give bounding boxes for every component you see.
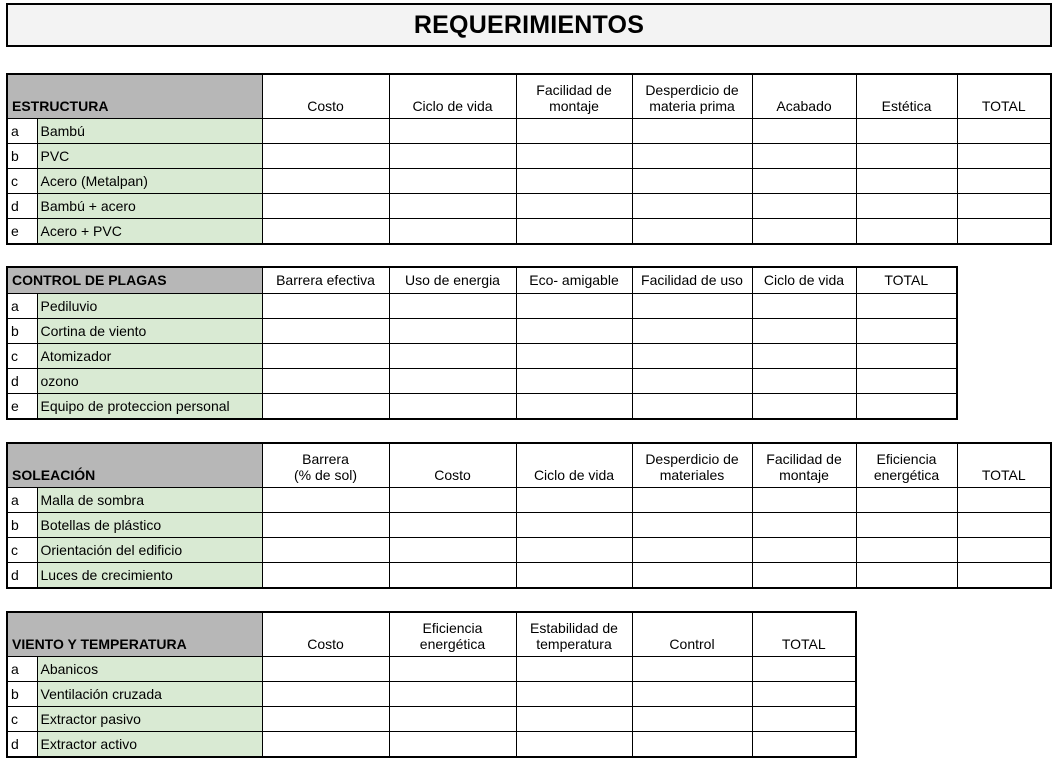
- score-cell[interactable]: [516, 393, 632, 419]
- criteria-header-line: Ciclo de vida: [763, 272, 845, 289]
- score-cell[interactable]: [957, 562, 1051, 588]
- score-cell[interactable]: [389, 343, 516, 368]
- score-cell[interactable]: [752, 193, 856, 218]
- criteria-header: [516, 443, 632, 487]
- criteria-header-line: Ciclo de vida: [412, 97, 493, 114]
- table-row: [7, 681, 856, 706]
- criteria-header-line: Facilidad de: [766, 450, 842, 467]
- score-cell[interactable]: [957, 512, 1051, 537]
- score-cell[interactable]: [516, 193, 632, 218]
- criteria-header: [957, 74, 1051, 118]
- criteria-header-line: Uso de energia: [405, 272, 500, 289]
- score-cell[interactable]: [632, 562, 752, 588]
- score-cell[interactable]: [957, 537, 1051, 562]
- row-letter: a: [7, 118, 37, 143]
- criteria-header-line: Control: [669, 635, 715, 652]
- option-label: Abanicos: [37, 656, 262, 681]
- score-cell[interactable]: [262, 168, 389, 193]
- score-cell[interactable]: [957, 143, 1051, 168]
- row-letter: a: [7, 656, 37, 681]
- score-cell[interactable]: [632, 293, 752, 318]
- score-cell[interactable]: [262, 343, 389, 368]
- criteria-header: [632, 267, 752, 293]
- option-label: Pediluvio: [37, 293, 262, 318]
- row-letter: b: [7, 318, 37, 343]
- row-letter: a: [7, 487, 37, 512]
- score-cell[interactable]: [262, 368, 389, 393]
- criteria-header: [632, 74, 752, 118]
- score-cell[interactable]: [856, 487, 957, 512]
- table-row: [7, 193, 1051, 218]
- score-cell[interactable]: [752, 487, 856, 512]
- criteria-header: [856, 443, 957, 487]
- criteria-header: [516, 612, 632, 656]
- score-cell[interactable]: [516, 487, 632, 512]
- row-letter: d: [7, 368, 37, 393]
- table-row: [7, 118, 1051, 143]
- score-cell[interactable]: [856, 368, 957, 393]
- criteria-header-line: Eficiencia: [422, 619, 483, 636]
- score-cell[interactable]: [632, 193, 752, 218]
- option-label: Equipo de proteccion personal: [37, 393, 262, 419]
- criteria-header: [262, 74, 389, 118]
- criteria-header-line: TOTAL: [781, 635, 826, 652]
- score-cell[interactable]: [516, 706, 632, 731]
- score-cell[interactable]: [632, 731, 752, 757]
- score-cell[interactable]: [957, 118, 1051, 143]
- row-letter: c: [7, 537, 37, 562]
- row-letter: d: [7, 731, 37, 757]
- score-cell[interactable]: [632, 393, 752, 419]
- score-cell[interactable]: [752, 731, 856, 757]
- row-letter: c: [7, 706, 37, 731]
- score-cell[interactable]: [389, 193, 516, 218]
- score-cell[interactable]: [632, 343, 752, 368]
- score-cell[interactable]: [262, 537, 389, 562]
- criteria-header-line: Acabado: [776, 97, 832, 114]
- score-cell[interactable]: [262, 293, 389, 318]
- score-cell[interactable]: [632, 218, 752, 244]
- criteria-header-line: (% de sol): [294, 466, 358, 483]
- criteria-header: [752, 443, 856, 487]
- option-label: PVC: [37, 143, 262, 168]
- score-cell[interactable]: [752, 143, 856, 168]
- score-cell[interactable]: [262, 193, 389, 218]
- criteria-table: [6, 442, 1052, 589]
- criteria-table: [6, 266, 958, 420]
- table-row: [7, 656, 856, 681]
- table-row: [7, 293, 957, 318]
- option-label: Botellas de plástico: [37, 512, 262, 537]
- criteria-header-line: TOTAL: [981, 97, 1026, 114]
- option-label: Extractor pasivo: [37, 706, 262, 731]
- criteria-header: [516, 74, 632, 118]
- row-letter: b: [7, 143, 37, 168]
- score-cell[interactable]: [389, 368, 516, 393]
- criteria-header: [262, 612, 389, 656]
- criteria-table: [6, 73, 1052, 245]
- criteria-header: [632, 443, 752, 487]
- option-label: Bambú + acero: [37, 193, 262, 218]
- option-label: Luces de crecimiento: [37, 562, 262, 588]
- score-cell[interactable]: [632, 318, 752, 343]
- score-cell[interactable]: [516, 318, 632, 343]
- criteria-header-line: Facilidad de: [536, 81, 612, 98]
- table-row: [7, 168, 1051, 193]
- criteria-header-line: Costo: [307, 97, 344, 114]
- criteria-header-line: Costo: [307, 635, 344, 652]
- option-label: ozono: [37, 368, 262, 393]
- score-cell[interactable]: [262, 218, 389, 244]
- criteria-header-line: Costo: [434, 466, 471, 483]
- score-cell[interactable]: [389, 512, 516, 537]
- score-cell[interactable]: [516, 343, 632, 368]
- score-cell[interactable]: [752, 218, 856, 244]
- score-cell[interactable]: [389, 537, 516, 562]
- score-cell[interactable]: [389, 681, 516, 706]
- score-cell[interactable]: [752, 368, 856, 393]
- score-cell[interactable]: [957, 193, 1051, 218]
- table-row: [7, 487, 1051, 512]
- criteria-header-line: materiales: [659, 466, 725, 483]
- score-cell[interactable]: [632, 537, 752, 562]
- score-cell[interactable]: [262, 512, 389, 537]
- score-cell[interactable]: [516, 143, 632, 168]
- criteria-header-line: Facilidad de uso: [641, 272, 743, 289]
- criteria-header: [389, 443, 516, 487]
- score-cell[interactable]: [752, 537, 856, 562]
- score-cell[interactable]: [856, 168, 957, 193]
- score-cell[interactable]: [262, 656, 389, 681]
- row-letter: e: [7, 393, 37, 419]
- score-cell[interactable]: [516, 537, 632, 562]
- category-header: CONTROL DE PLAGAS: [7, 267, 262, 293]
- criteria-header: [856, 267, 957, 293]
- criteria-header-line: Desperdicio de: [645, 81, 739, 98]
- option-label: Orientación del edificio: [37, 537, 262, 562]
- score-cell[interactable]: [516, 562, 632, 588]
- score-cell[interactable]: [856, 562, 957, 588]
- table-row: [7, 537, 1051, 562]
- row-letter: e: [7, 218, 37, 244]
- option-label: Acero (Metalpan): [37, 168, 262, 193]
- category-header: VIENTO Y TEMPERATURA: [7, 612, 262, 656]
- criteria-header-line: montaje: [549, 97, 599, 114]
- criteria-header-line: energética: [873, 466, 940, 483]
- option-label: Acero + PVC: [37, 218, 262, 244]
- table-row: [7, 218, 1051, 244]
- score-cell[interactable]: [752, 168, 856, 193]
- score-cell[interactable]: [752, 656, 856, 681]
- row-letter: b: [7, 681, 37, 706]
- option-label: Cortina de viento: [37, 318, 262, 343]
- score-cell[interactable]: [516, 218, 632, 244]
- table-row: [7, 393, 957, 419]
- score-cell[interactable]: [632, 368, 752, 393]
- criteria-header: [389, 612, 516, 656]
- score-cell[interactable]: [389, 293, 516, 318]
- score-cell[interactable]: [856, 343, 957, 368]
- row-letter: d: [7, 562, 37, 588]
- score-cell[interactable]: [632, 143, 752, 168]
- criteria-header-line: temperatura: [536, 635, 612, 652]
- score-cell[interactable]: [752, 512, 856, 537]
- row-letter: c: [7, 343, 37, 368]
- criteria-header: [752, 267, 856, 293]
- score-cell[interactable]: [957, 168, 1051, 193]
- row-letter: b: [7, 512, 37, 537]
- score-cell[interactable]: [856, 318, 957, 343]
- row-letter: c: [7, 168, 37, 193]
- table-row: [7, 512, 1051, 537]
- criteria-header: [262, 267, 389, 293]
- table-row: [7, 368, 957, 393]
- criteria-header: [632, 612, 752, 656]
- option-label: Extractor activo: [37, 731, 262, 757]
- score-cell[interactable]: [389, 731, 516, 757]
- score-cell[interactable]: [856, 118, 957, 143]
- score-cell[interactable]: [516, 118, 632, 143]
- score-cell[interactable]: [262, 118, 389, 143]
- score-cell[interactable]: [389, 706, 516, 731]
- score-cell[interactable]: [389, 118, 516, 143]
- score-cell[interactable]: [516, 293, 632, 318]
- criteria-header-line: Estabilidad de: [530, 619, 618, 636]
- score-cell[interactable]: [516, 656, 632, 681]
- criteria-header-line: energética: [419, 635, 486, 652]
- criteria-header-line: Ciclo de vida: [533, 466, 615, 483]
- category-header: SOLEACIÓN: [7, 443, 262, 487]
- score-cell[interactable]: [262, 706, 389, 731]
- score-cell[interactable]: [632, 706, 752, 731]
- category-header: ESTRUCTURA: [7, 74, 262, 118]
- document-title: REQUERIMIENTOS: [6, 3, 1052, 47]
- criteria-header: [389, 74, 516, 118]
- score-cell[interactable]: [632, 656, 752, 681]
- score-cell[interactable]: [632, 512, 752, 537]
- criteria-header: [262, 443, 389, 487]
- criteria-header-line: montaje: [779, 466, 829, 483]
- score-cell[interactable]: [389, 143, 516, 168]
- score-cell[interactable]: [632, 487, 752, 512]
- score-cell[interactable]: [516, 681, 632, 706]
- criteria-header-line: TOTAL: [884, 272, 929, 289]
- score-cell[interactable]: [957, 487, 1051, 512]
- table-row: [7, 143, 1051, 168]
- score-cell[interactable]: [262, 731, 389, 757]
- score-cell[interactable]: [752, 118, 856, 143]
- score-cell[interactable]: [516, 168, 632, 193]
- score-cell[interactable]: [389, 218, 516, 244]
- score-cell[interactable]: [752, 681, 856, 706]
- criteria-table: [6, 611, 857, 758]
- score-cell[interactable]: [389, 487, 516, 512]
- score-cell[interactable]: [752, 343, 856, 368]
- score-cell[interactable]: [516, 512, 632, 537]
- score-cell[interactable]: [516, 731, 632, 757]
- score-cell[interactable]: [856, 393, 957, 419]
- score-cell[interactable]: [262, 318, 389, 343]
- score-cell[interactable]: [856, 218, 957, 244]
- score-cell[interactable]: [262, 393, 389, 419]
- criteria-header-line: Eficiencia: [876, 450, 937, 467]
- criteria-header-line: Barrera efectiva: [276, 272, 375, 289]
- score-cell[interactable]: [389, 562, 516, 588]
- criteria-header-line: Eco- amigable: [529, 272, 619, 289]
- score-cell[interactable]: [856, 293, 957, 318]
- table-row: [7, 343, 957, 368]
- score-cell[interactable]: [632, 681, 752, 706]
- score-cell[interactable]: [262, 681, 389, 706]
- score-cell[interactable]: [752, 562, 856, 588]
- option-label: Atomizador: [37, 343, 262, 368]
- score-cell[interactable]: [752, 293, 856, 318]
- table-row: [7, 731, 856, 757]
- criteria-header: [752, 74, 856, 118]
- score-cell[interactable]: [516, 368, 632, 393]
- option-label: Bambú: [37, 118, 262, 143]
- score-cell[interactable]: [632, 118, 752, 143]
- score-cell[interactable]: [389, 318, 516, 343]
- score-cell[interactable]: [856, 143, 957, 168]
- score-cell[interactable]: [752, 318, 856, 343]
- criteria-header-line: TOTAL: [981, 466, 1026, 483]
- criteria-header: [752, 612, 856, 656]
- criteria-header-line: Barrera: [302, 450, 349, 467]
- score-cell[interactable]: [856, 512, 957, 537]
- score-cell[interactable]: [632, 168, 752, 193]
- score-cell[interactable]: [752, 706, 856, 731]
- table-row: [7, 318, 957, 343]
- criteria-header-line: materia prima: [649, 97, 735, 114]
- score-cell[interactable]: [262, 487, 389, 512]
- row-letter: a: [7, 293, 37, 318]
- option-label: Ventilación cruzada: [37, 681, 262, 706]
- criteria-header: [856, 74, 957, 118]
- criteria-header: [957, 443, 1051, 487]
- criteria-header: [516, 267, 632, 293]
- row-letter: d: [7, 193, 37, 218]
- score-cell[interactable]: [957, 218, 1051, 244]
- score-cell[interactable]: [262, 562, 389, 588]
- criteria-header-line: Estética: [881, 97, 932, 114]
- score-cell[interactable]: [389, 168, 516, 193]
- score-cell[interactable]: [856, 537, 957, 562]
- score-cell[interactable]: [262, 143, 389, 168]
- score-cell[interactable]: [856, 193, 957, 218]
- criteria-header: [389, 267, 516, 293]
- option-label: Malla de sombra: [37, 487, 262, 512]
- criteria-header-line: Desperdicio de: [645, 450, 739, 467]
- table-row: [7, 562, 1051, 588]
- table-row: [7, 706, 856, 731]
- score-cell[interactable]: [389, 656, 516, 681]
- score-cell[interactable]: [389, 393, 516, 419]
- score-cell[interactable]: [752, 393, 856, 419]
